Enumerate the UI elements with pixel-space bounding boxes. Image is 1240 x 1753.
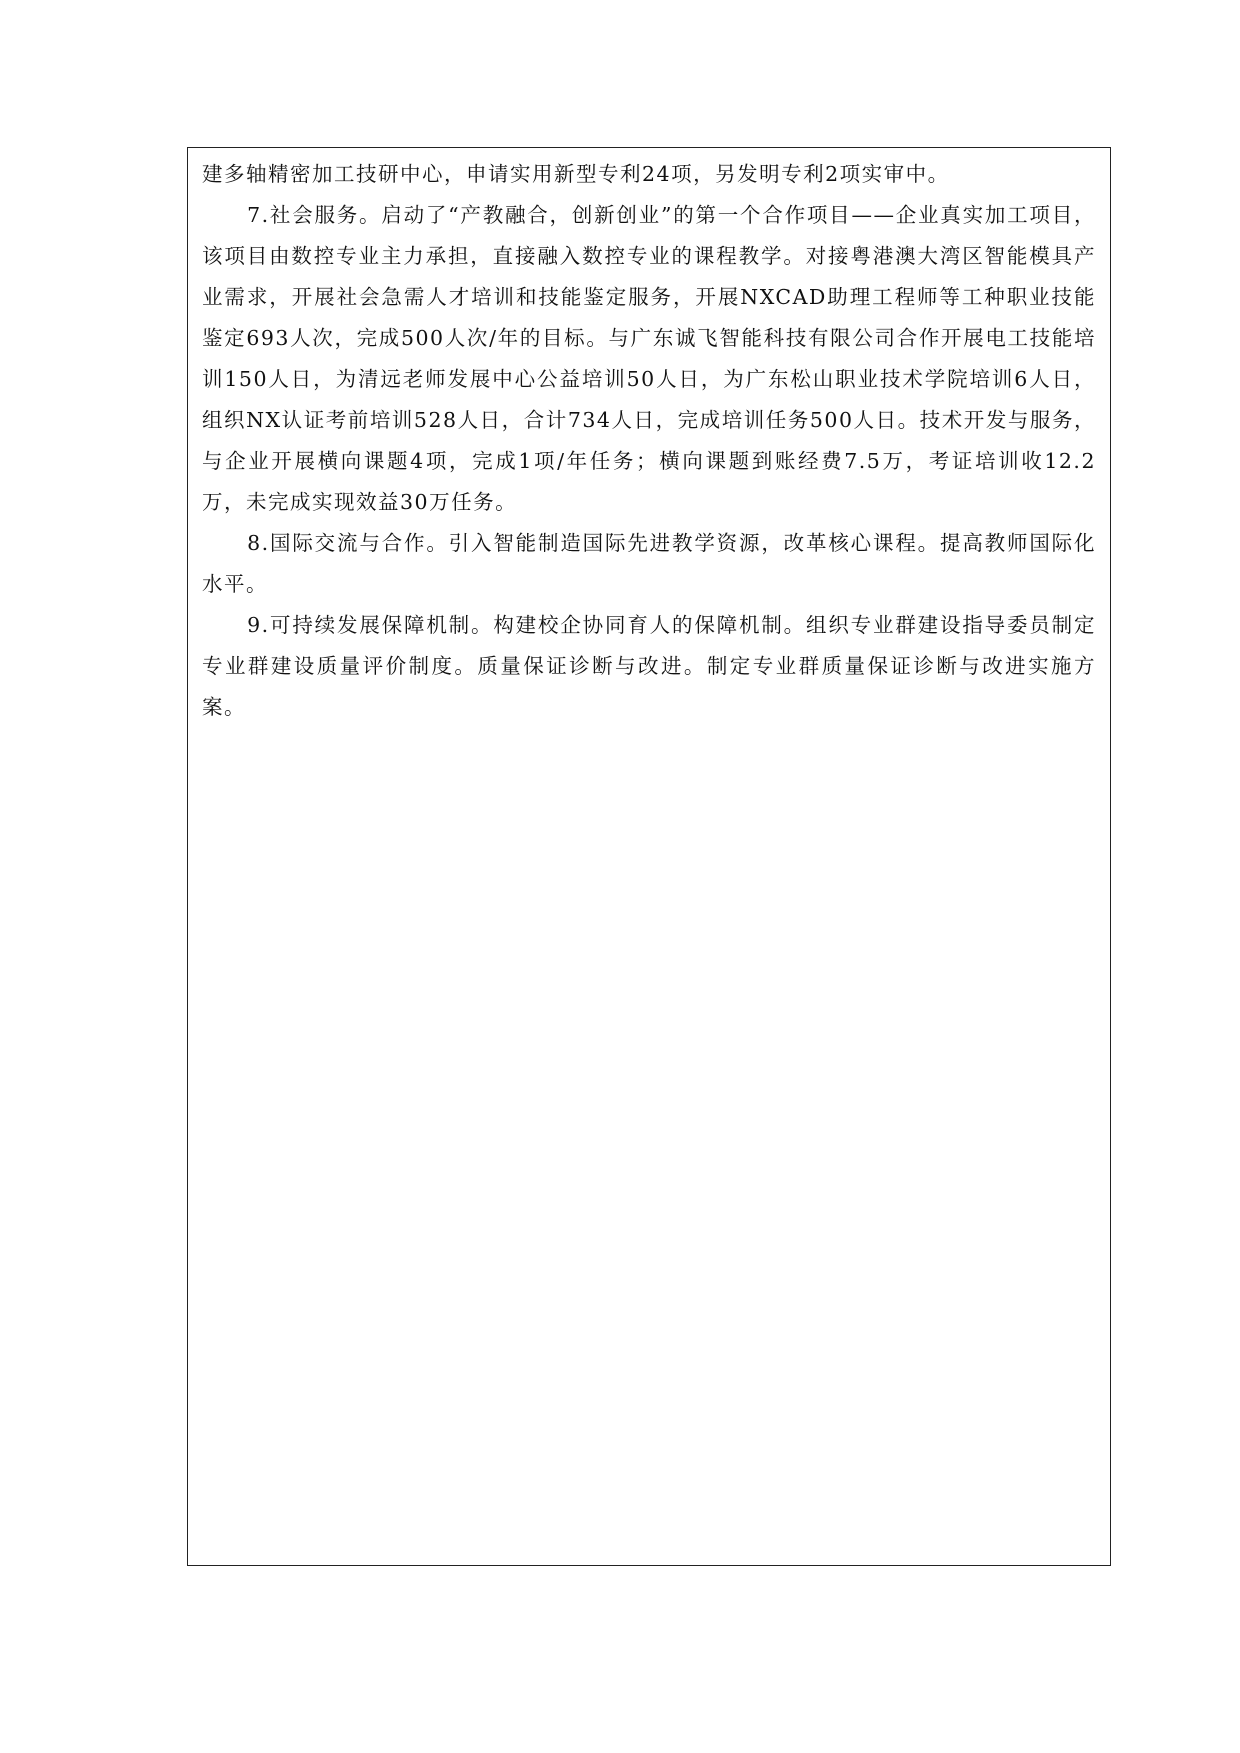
document-table-frame (187, 147, 1111, 1566)
document-body (202, 154, 1096, 728)
paragraph-patents: 建多轴精密加工技研中心，申请实用新型专利24项，另发明专利2项实审中。 (202, 162, 950, 186)
paragraph-international-cooperation: 8.国际交流与合作。引入智能制造国际先进教学资源，改革核心课程。提高教师国际化水平。 (202, 531, 1096, 596)
paragraph-social-service: 7.社会服务。启动了“产教融合，创新创业”的第一个合作项目——企业真实加工项目，该项目由数控专业主力承担，直接融入数控专业的课程教学。对接粤港澳大湾区智能模具产业需求，开展社会急需人才培训和技能鉴定服务，开展NXCAD助理工程师等工种职业技能鉴定693人次，完成500人次/年的目标。与广东诚飞智能科技有限公司合作开展电工技能培训150人日，为清远老师发展中心公益培训50人日，为广东松山职业技术学院培训6人日，组织NX认证考前培训528人日，合计734人日，完成培训任务500人日。技术开发与服务，与企业开展横向课题4项，完成1项/年任务；横向课题到账经费7.5万，考证培训收12.2万，未完成实现效益30万任务。 (202, 203, 1096, 514)
paragraph-sustainable-development: 9.可持续发展保障机制。构建校企协同育人的保障机制。组织专业群建设指导委员制定专业群建设质量评价制度。质量保证诊断与改进。制定专业群质量保证诊断与改进实施方案。 (202, 613, 1096, 719)
